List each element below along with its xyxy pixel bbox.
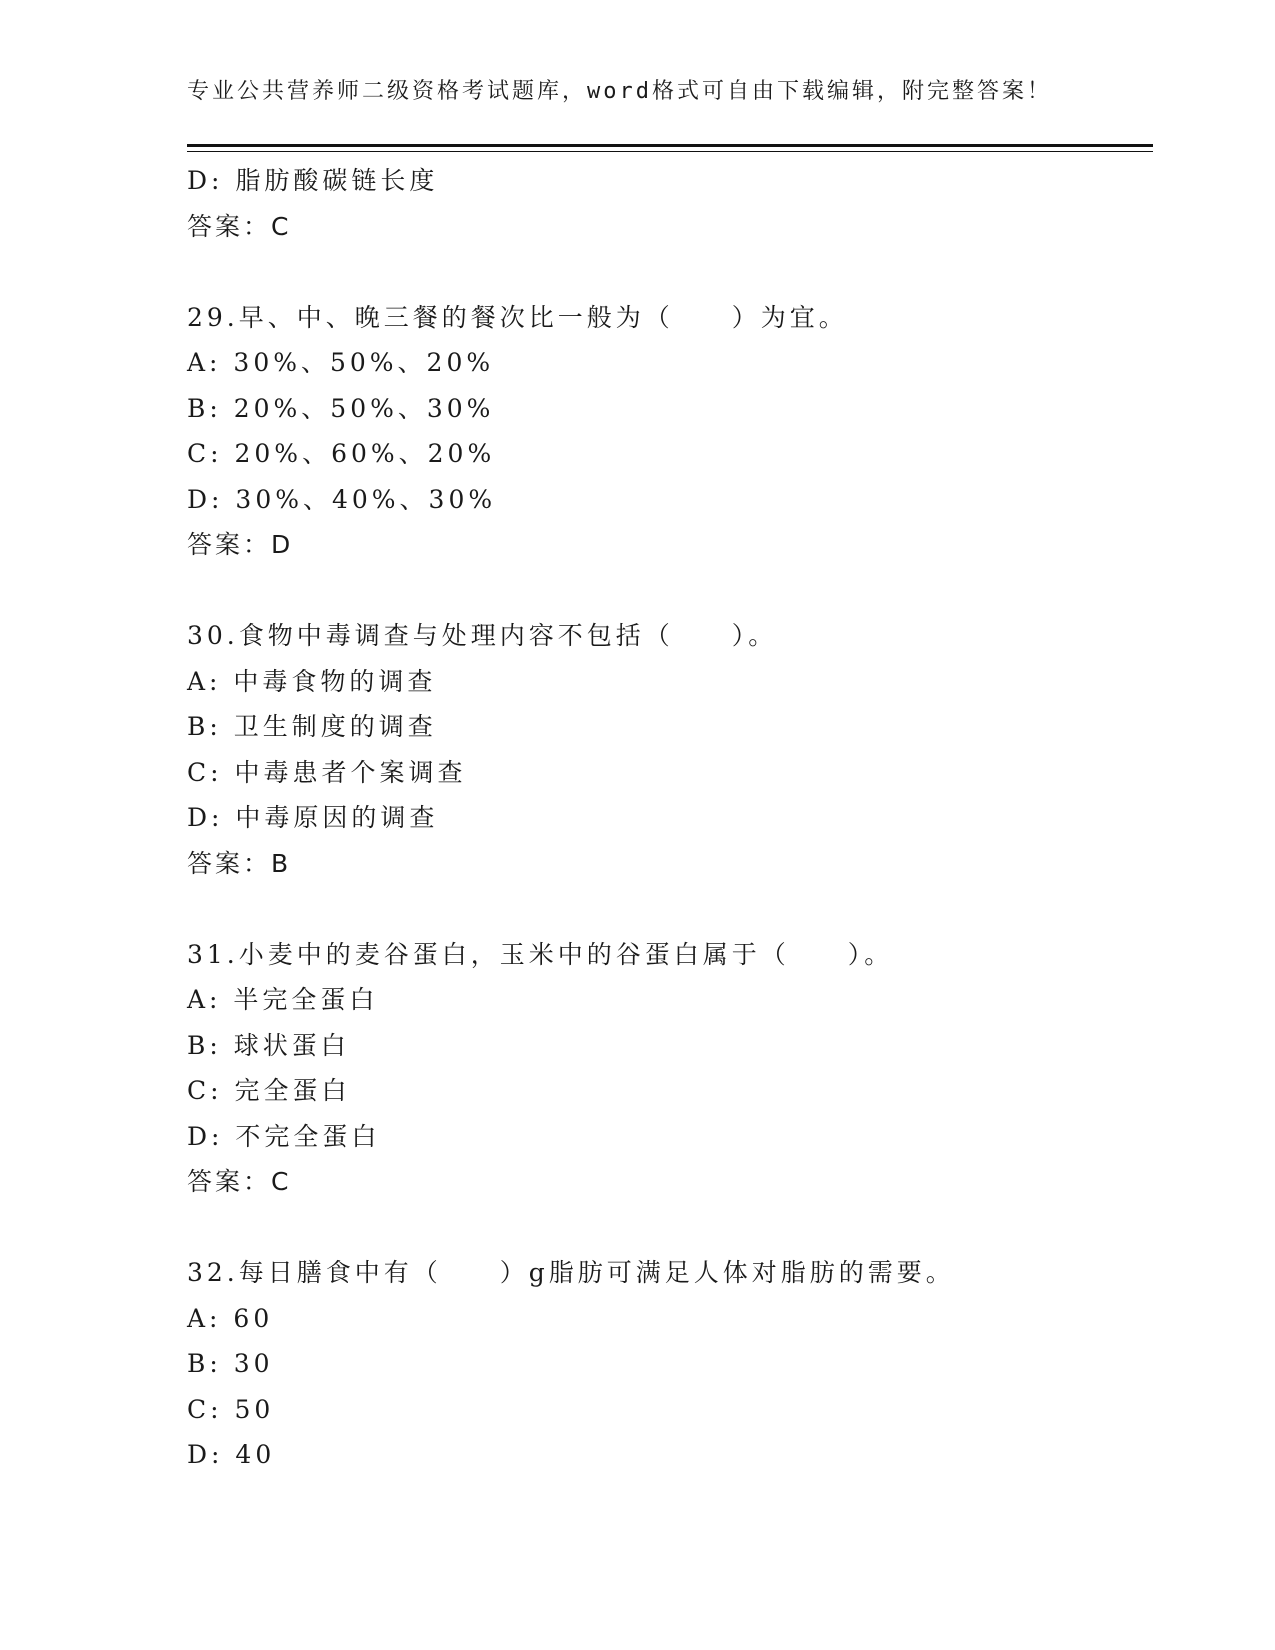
option-d: D: 不完全蛋白 [187,1121,381,1151]
header-rule-thick [187,144,1153,147]
question-stem: 30.食物中毒调查与处理内容不包括（ ）。 [187,621,778,650]
option-a: A: 中毒食物的调查 [187,666,437,696]
option-d: D: 40 [187,1440,276,1469]
spacer [187,568,1153,614]
question-content [187,158,1153,1478]
option-b: B: 20%、50%、30% [187,393,495,423]
option-d: D: 中毒原因的调查 [187,803,439,832]
option-b: B: 球状蛋白 [187,1030,350,1060]
option-a: A: 60 [187,1303,274,1333]
question-stem: 31.小麦中的麦谷蛋白，玉米中的谷蛋白属于（ ）。 [187,939,894,969]
header-rule-thin [187,151,1153,152]
question-stem: 32.每日膳食中有（ ）g脂肪可满足人体对脂肪的需要。 [187,1258,955,1287]
answer-line: 答案：C [187,211,292,241]
option-c: C: 50 [187,1394,275,1424]
option-b: B: 卫生制度的调查 [187,712,437,741]
option-d: D: 脂肪酸碳链长度 [187,166,439,195]
answer-line: 答案：B [187,848,292,878]
option-c: C: 中毒患者个案调查 [187,757,467,787]
page-header: 专业公共营养师二级资格考试题库，word格式可自由下载编辑，附完整答案！ [187,79,1052,104]
option-d: D: 30%、40%、30% [187,484,497,514]
option-a: A: 半完全蛋白 [187,985,379,1014]
question-stem: 29.早、中、晚三餐的餐次比一般为（ ）为宜。 [187,302,848,332]
option-a: A: 30%、50%、20% [187,348,495,377]
spacer [187,249,1153,295]
option-c: C: 20%、60%、20% [187,439,496,468]
answer-line: 答案：C [187,1167,292,1196]
option-b: B: 30 [187,1349,274,1378]
spacer [187,1205,1153,1251]
answer-line: 答案：D [187,530,294,559]
option-c: C: 完全蛋白 [187,1076,351,1105]
spacer [187,886,1153,932]
